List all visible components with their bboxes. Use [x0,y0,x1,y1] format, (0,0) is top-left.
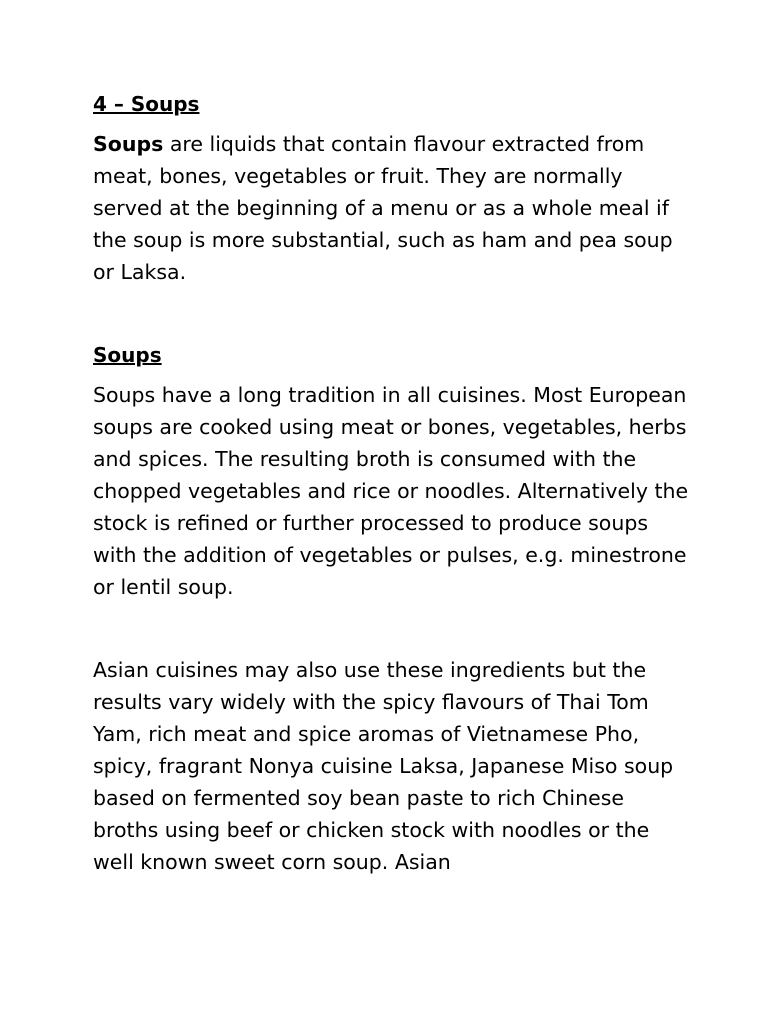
section-heading-soups: Soups [93,343,162,367]
intro-lead-term: Soups [93,132,164,156]
section-heading-soups-numbered: 4 – Soups [93,92,200,116]
document-page [93,88,693,878]
asian-cuisines-paragraph: Asian cuisines may also use these ingredients but the results vary widely with the spicy flavours of Thai Tom Yam, rich meat and spice aromas of Vietnamese Pho, spicy, fragrant Nonya cuisine Laksa, Japanese Miso soup based on fermented soy bean paste to rich Chinese broths using beef or chicken stock with noodles or the well known sweet corn soup. Asian [93,658,674,874]
intro-paragraph [93,128,693,288]
intro-text: are liquids that contain flavour extracted from meat, bones, vegetables or fruit. They are normally served at the beginning of a menu or as a whole meal if the soup is more substantial, such as ham and pea soup or Laksa. [93,132,673,284]
tradition-paragraph: Soups have a long tradition in all cuisines. Most European soups are cooked using meat or bones, vegetables, herbs and spices. The resulting broth is consumed with the chopped vegetables and rice or noodles. Alternatively the stock is refined or further processed to produce soups with the addition of vegetables or pulses, e.g. minestrone or lentil soup. [93,383,689,599]
